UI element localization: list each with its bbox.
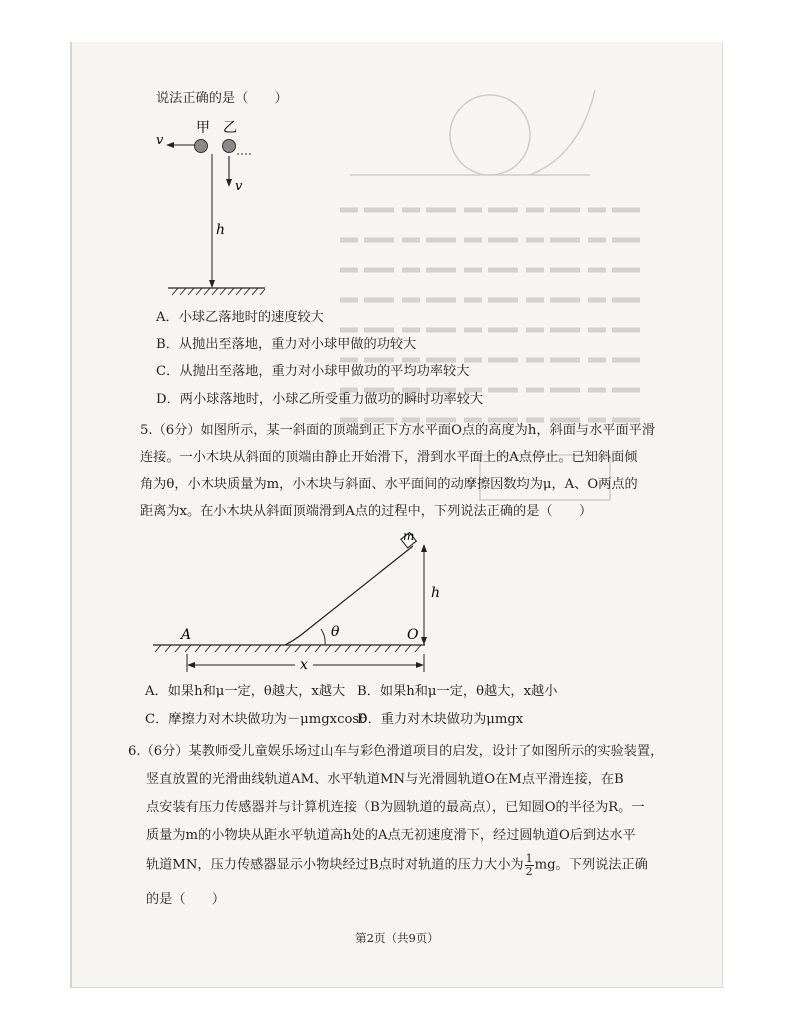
q4-label-jia: 甲 <box>196 120 210 136</box>
velocity-down-arrowhead <box>226 179 232 187</box>
height-arrowhead <box>209 280 215 288</box>
q6-stem-line-1: 6.（6分）某教师受儿童娱乐场过山车与彩色滑道项目的启发，设计了如图所示的实验装置， <box>128 744 664 759</box>
q4-stem-tail: 说法正确的是（ ） <box>156 91 288 106</box>
q6-stem-line-5 <box>146 853 648 877</box>
x-dim-arrow-left <box>187 662 195 668</box>
q5-stem-line-2: 连接。一小木块从斜面的顶端由静止开始滑下，滑到水平面上的A点停止。已知斜面倾 <box>140 450 638 465</box>
q5-label-O: O <box>407 627 419 643</box>
q4-label-v-down: v <box>235 179 243 194</box>
q5-figure <box>145 528 450 678</box>
q5-label-h: h <box>431 585 441 601</box>
velocity-left-arrowhead <box>166 142 174 148</box>
q5-label-theta: θ <box>331 624 340 640</box>
ground-hatching <box>155 645 421 652</box>
height-arrow-top <box>421 544 427 552</box>
q4-option-c: C．从抛出至落地，重力对小球甲做功的平均功率较大 <box>156 364 470 379</box>
q5-label-x: x <box>300 657 308 673</box>
q5-option-b: B．如果h和μ一定，θ越大，x越小 <box>357 684 558 699</box>
page-footer: 第2页（共9页） <box>355 931 439 945</box>
q4-option-a: A．小球乙落地时的速度较大 <box>156 310 324 325</box>
fraction-denominator: 2 <box>525 864 533 878</box>
q4-label-h: h <box>216 222 226 238</box>
bleed-through-figure <box>340 75 660 505</box>
incline-surface <box>285 546 413 645</box>
fraction-numerator: 1 <box>525 852 533 865</box>
q5-option-d: D．重力对木块做功为μmgx <box>357 712 524 727</box>
q5-label-A: A <box>181 627 192 643</box>
q4-label-yi: 乙 <box>223 120 237 136</box>
q6-stem-line-6: 的是（ ） <box>146 892 226 907</box>
q6-stem-line-2: 竖直放置的光滑曲线轨道AM、水平轨道MN与光滑圆轨道O在M点平滑连接，在B <box>146 772 624 787</box>
q4-figure <box>150 112 300 297</box>
fraction-one-half <box>525 853 534 877</box>
q5-stem-line-3: 角为θ，小木块质量为m，小木块与斜面、水平面间的动摩擦因数均为μ，A、O两点的 <box>140 477 638 492</box>
q4-option-b: B．从抛出至落地，重力对小球甲做的功较大 <box>156 337 417 352</box>
q4-label-v-left: v <box>156 133 164 148</box>
q6-line5-suffix: mg。下列说法正确 <box>534 857 648 873</box>
q6-stem-line-4: 质量为m的小物块从距水平轨道高h处的A点无初速度滑下，经过圆轨道O后到达水平 <box>146 828 636 843</box>
x-dim-arrow-right <box>416 662 424 668</box>
ball-yi <box>223 140 236 153</box>
theta-arc <box>321 629 325 645</box>
ground-hatching <box>172 288 265 295</box>
q5-option-a: A．如果h和μ一定，θ越大，x越大 <box>145 684 346 699</box>
q5-label-m: m <box>403 529 415 543</box>
q6-line5-prefix: 轨道MN，压力传感器显示小物块经过B点时对轨道的压力大小为 <box>146 857 524 873</box>
q5-stem-line-1: 5.（6分）如图所示，某一斜面的顶端到正下方水平面O点的高度为h，斜面与水平面平滑 <box>140 423 656 438</box>
q4-option-d: D．两小球落地时，小球乙所受重力做功的瞬时功率较大 <box>156 392 484 407</box>
q5-stem-line-4: 距离为x。在小木块从斜面顶端滑到A点的过程中，下列说法正确的是（ ） <box>140 504 593 519</box>
ball-jia <box>195 140 208 153</box>
height-arrow-bottom <box>421 637 427 645</box>
q6-stem-line-3: 点安装有压力传感器并与计算机连接（B为圆轨道的最高点），已知圆O的半径为R。一 <box>146 800 645 815</box>
q5-option-c: C．摩擦力对木块做功为－μmgxcosθ <box>145 712 368 727</box>
